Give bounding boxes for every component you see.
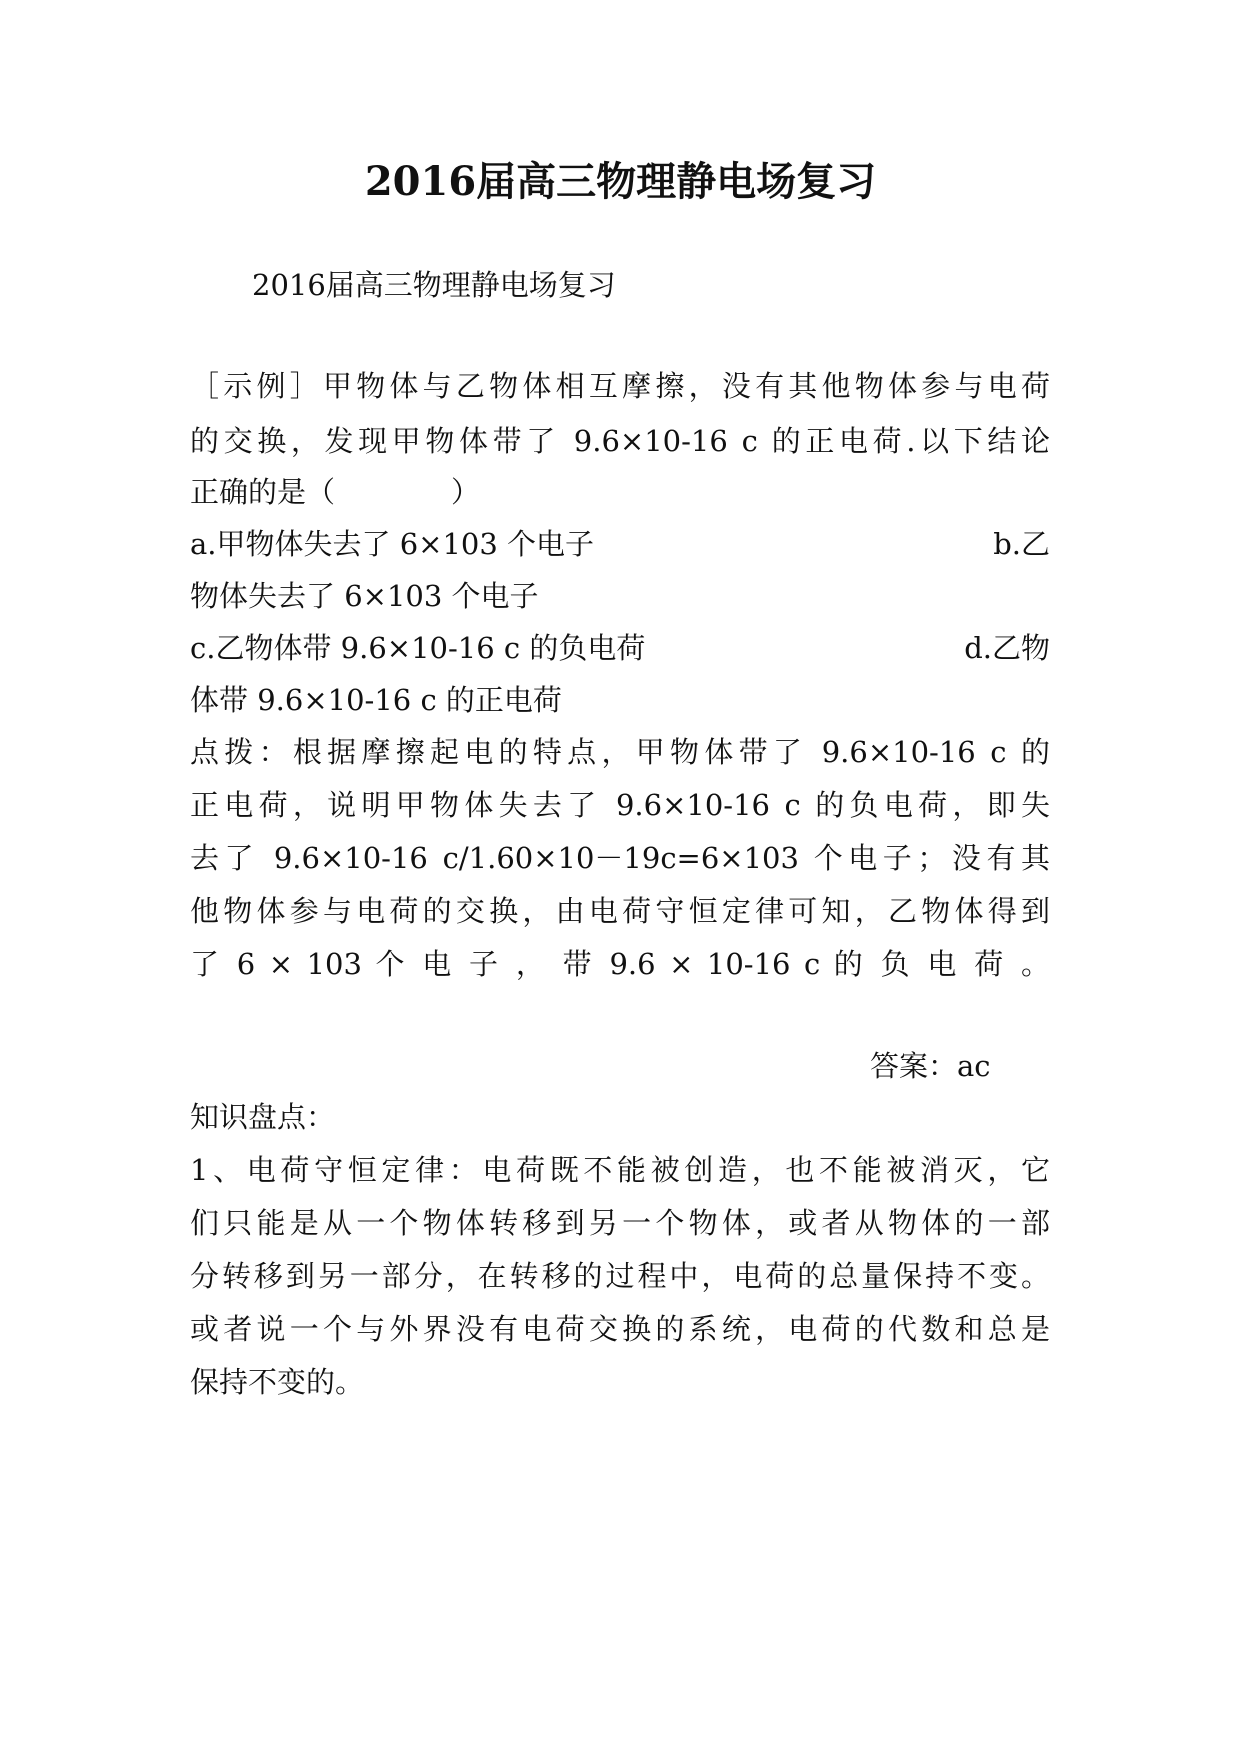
option-c: c.乙物体带 9.6×10-16 c 的负电荷 — [190, 631, 646, 665]
option-d-continued: 体带 9.6×10-16 c 的正电荷 — [190, 683, 562, 717]
hint-line-3: 去了 9.6×10-16 c/1.60×10－19c=6×103 个电子；没有其 — [190, 841, 1050, 875]
example-line-1: ［示例］甲物体与乙物体相互摩擦，没有其他物体参与电荷 — [190, 369, 1050, 403]
option-a: a.甲物体失去了 6×103 个电子 — [190, 527, 595, 561]
option-b-continued: 物体失去了 6×103 个电子 — [190, 579, 539, 613]
example-line-3: 正确的是（ ） — [190, 475, 481, 509]
knowledge-line-2: 们只能是从一个物体转移到另一个物体，或者从物体的一部 — [190, 1206, 1050, 1240]
knowledge-line-1: 1、电荷守恒定律：电荷既不能被创造，也不能被消灭，它 — [190, 1153, 1050, 1187]
option-row-ab — [190, 524, 1050, 564]
example-line-2: 的交换，发现甲物体带了 9.6×10-16 c 的正电荷.以下结论 — [190, 424, 1050, 458]
document-title: 2016届高三物理静电场复习 — [364, 158, 877, 205]
option-b-start: b.乙 — [993, 527, 1050, 561]
answer-text: 答案：ac — [870, 1049, 991, 1083]
knowledge-heading: 知识盘点： — [190, 1100, 336, 1134]
knowledge-line-5: 保持不变的。 — [190, 1365, 365, 1399]
hint-line-2: 正电荷，说明甲物体失去了 9.6×10-16 c 的负电荷，即失 — [190, 788, 1050, 822]
hint-line-4: 他物体参与电荷的交换，由电荷守恒定律可知，乙物体得到 — [190, 894, 1050, 928]
option-row-cd — [190, 628, 1050, 668]
hint-line-1: 点拨：根据摩擦起电的特点，甲物体带了 9.6×10-16 c 的 — [190, 735, 1050, 769]
document-subtitle: 2016届高三物理静电场复习 — [252, 268, 616, 302]
knowledge-line-4: 或者说一个与外界没有电荷交换的系统，电荷的代数和总是 — [190, 1312, 1050, 1346]
hint-line-5: 了 6 × 103 个 电 子 ， 带 9.6 × 10-16 c 的 负 电 荷 。 — [190, 947, 1050, 981]
option-d-start: d.乙物 — [964, 631, 1050, 665]
knowledge-line-3: 分转移到另一部分，在转移的过程中，电荷的总量保持不变。 — [190, 1259, 1050, 1293]
